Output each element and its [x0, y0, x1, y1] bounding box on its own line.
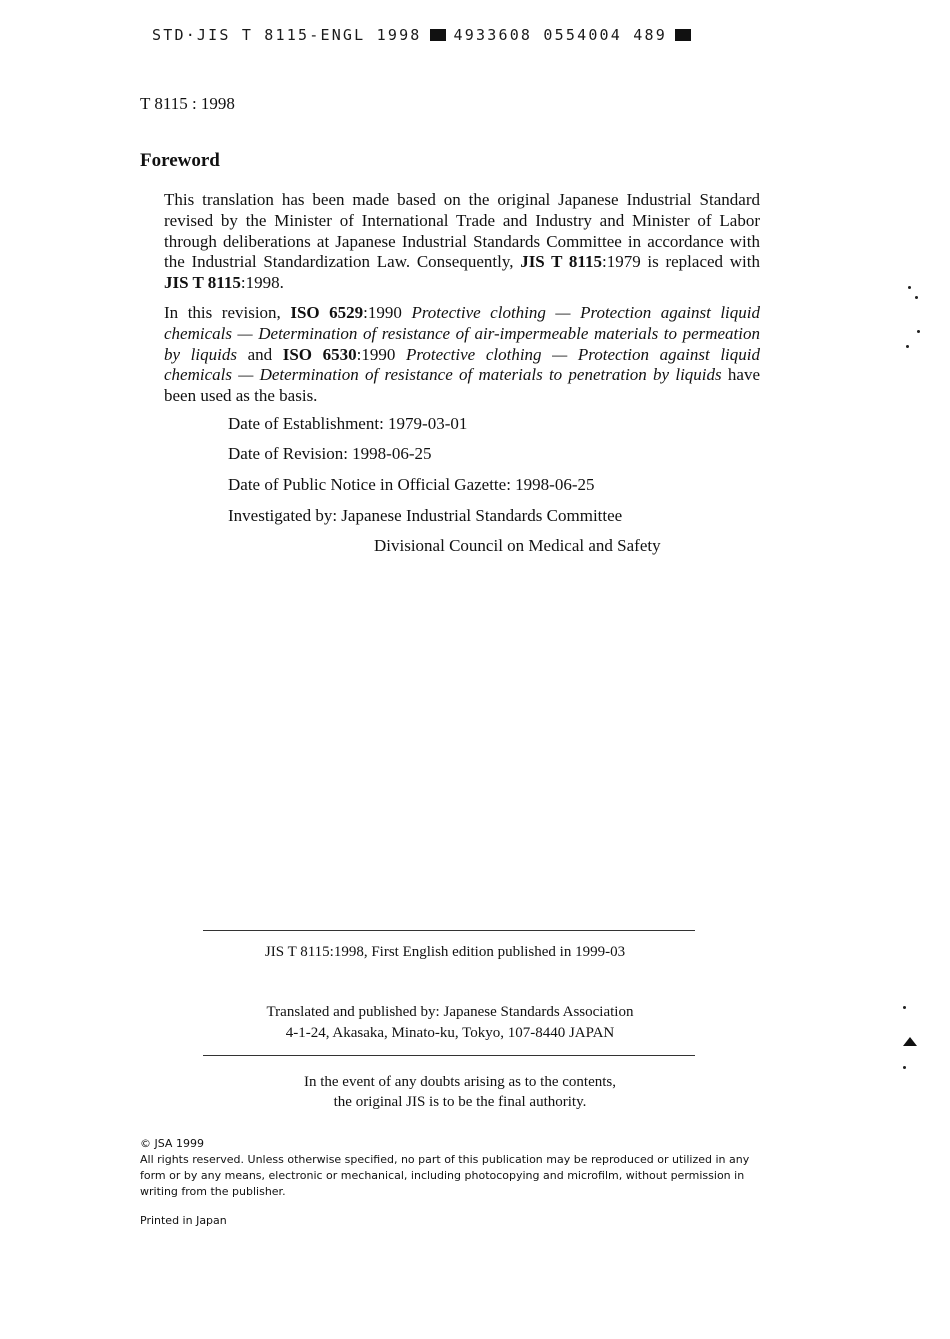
authority-notice-line-1: In the event of any doubts arising as to the contents, [303, 1074, 616, 1090]
old-standard-ref: JIS T 8115 [520, 252, 602, 272]
header-barcode-number: 4933608 0554004 489 [453, 26, 667, 44]
iso-6530-title: Protective clothing — Protection against liquid chemicals — Determination of resistance of materials to penetration by liquids [164, 344, 760, 385]
date-of-revision: Date of Revision: 1998-06-25 [228, 444, 432, 463]
redaction-block [430, 29, 446, 41]
scan-speck [903, 1006, 906, 1009]
publisher-line: Translated and published by: Japanese Standards Association [266, 1004, 634, 1020]
iso-6529-ref: ISO 6529 [290, 303, 364, 322]
redaction-block [675, 29, 691, 41]
header-standard-code: STD·JIS T 8115-ENGL 1998 [152, 26, 422, 44]
scan-header-strip [152, 26, 699, 44]
document-number: T 8115 : 1998 [140, 94, 235, 113]
foreword-paragraph-1: This translation has been made based on the original Japanese Industrial Standard revised by the Minister of International Trade and Industry and Minister of Labor through deliberations at Japanese Industrial Standards Committee in accordance with the Industrial Standardization Law. Consequently, JIS T 8115:1979 is replaced with JIS T 8115:1998. [164, 190, 760, 293]
authority-notice-line-2: the original JIS is to be the final authority. [333, 1094, 587, 1110]
date-of-public-notice: Date of Public Notice in Official Gazette: 1998-06-25 [228, 475, 595, 494]
scan-mark-triangle [903, 1037, 917, 1046]
printed-in: Printed in Japan [140, 1214, 227, 1227]
scan-speck [906, 345, 909, 348]
imprint-top-rule [203, 930, 695, 931]
scan-speck [903, 1066, 906, 1069]
iso-6529-title: Protective clothing — Protection against liquid chemicals — Determination of resistance of air-impermeable materials to permeation by liquids [164, 303, 760, 364]
iso-6530-ref: ISO 6530 [282, 344, 357, 364]
date-of-establishment: Date of Establishment: 1979-03-01 [228, 414, 468, 433]
scan-speck [915, 296, 918, 299]
rights-notice: All rights reserved. Unless otherwise specified, no part of this publication may be reproduced or utilized in any form or by any means, electronic or mechanical, including photocopying and microfilm, without permission in writing from the publisher. [140, 1153, 750, 1198]
investigated-by: Investigated by: Japanese Industrial Standards Committee [228, 506, 623, 525]
foreword-heading: Foreword [140, 150, 220, 171]
imprint-bottom-rule [203, 1055, 695, 1056]
edition-line: JIS T 8115:1998, First English edition published in 1999-03 [264, 944, 626, 960]
new-standard-ref: JIS T 8115 [164, 273, 241, 293]
scan-speck [917, 330, 920, 333]
publisher-address: 4-1-24, Akasaka, Minato-ku, Tokyo, 107-8440 JAPAN [285, 1025, 615, 1041]
foreword-paragraph-2: In this revision, ISO 6529:1990 Protective clothing — Protection against liquid chemicals — Determination of resistance of air-impermeable materials to permeation by liquids and ISO 6530:1990 Protective clothing — Protection against liquid chemicals — Determination of resistance of materials to penetration by liquids have been used as the basis. [164, 303, 760, 406]
scan-speck [908, 286, 911, 289]
divisional-council: Divisional Council on Medical and Safety [374, 536, 661, 555]
copyright-notice: © JSA 1999 [140, 1137, 204, 1150]
